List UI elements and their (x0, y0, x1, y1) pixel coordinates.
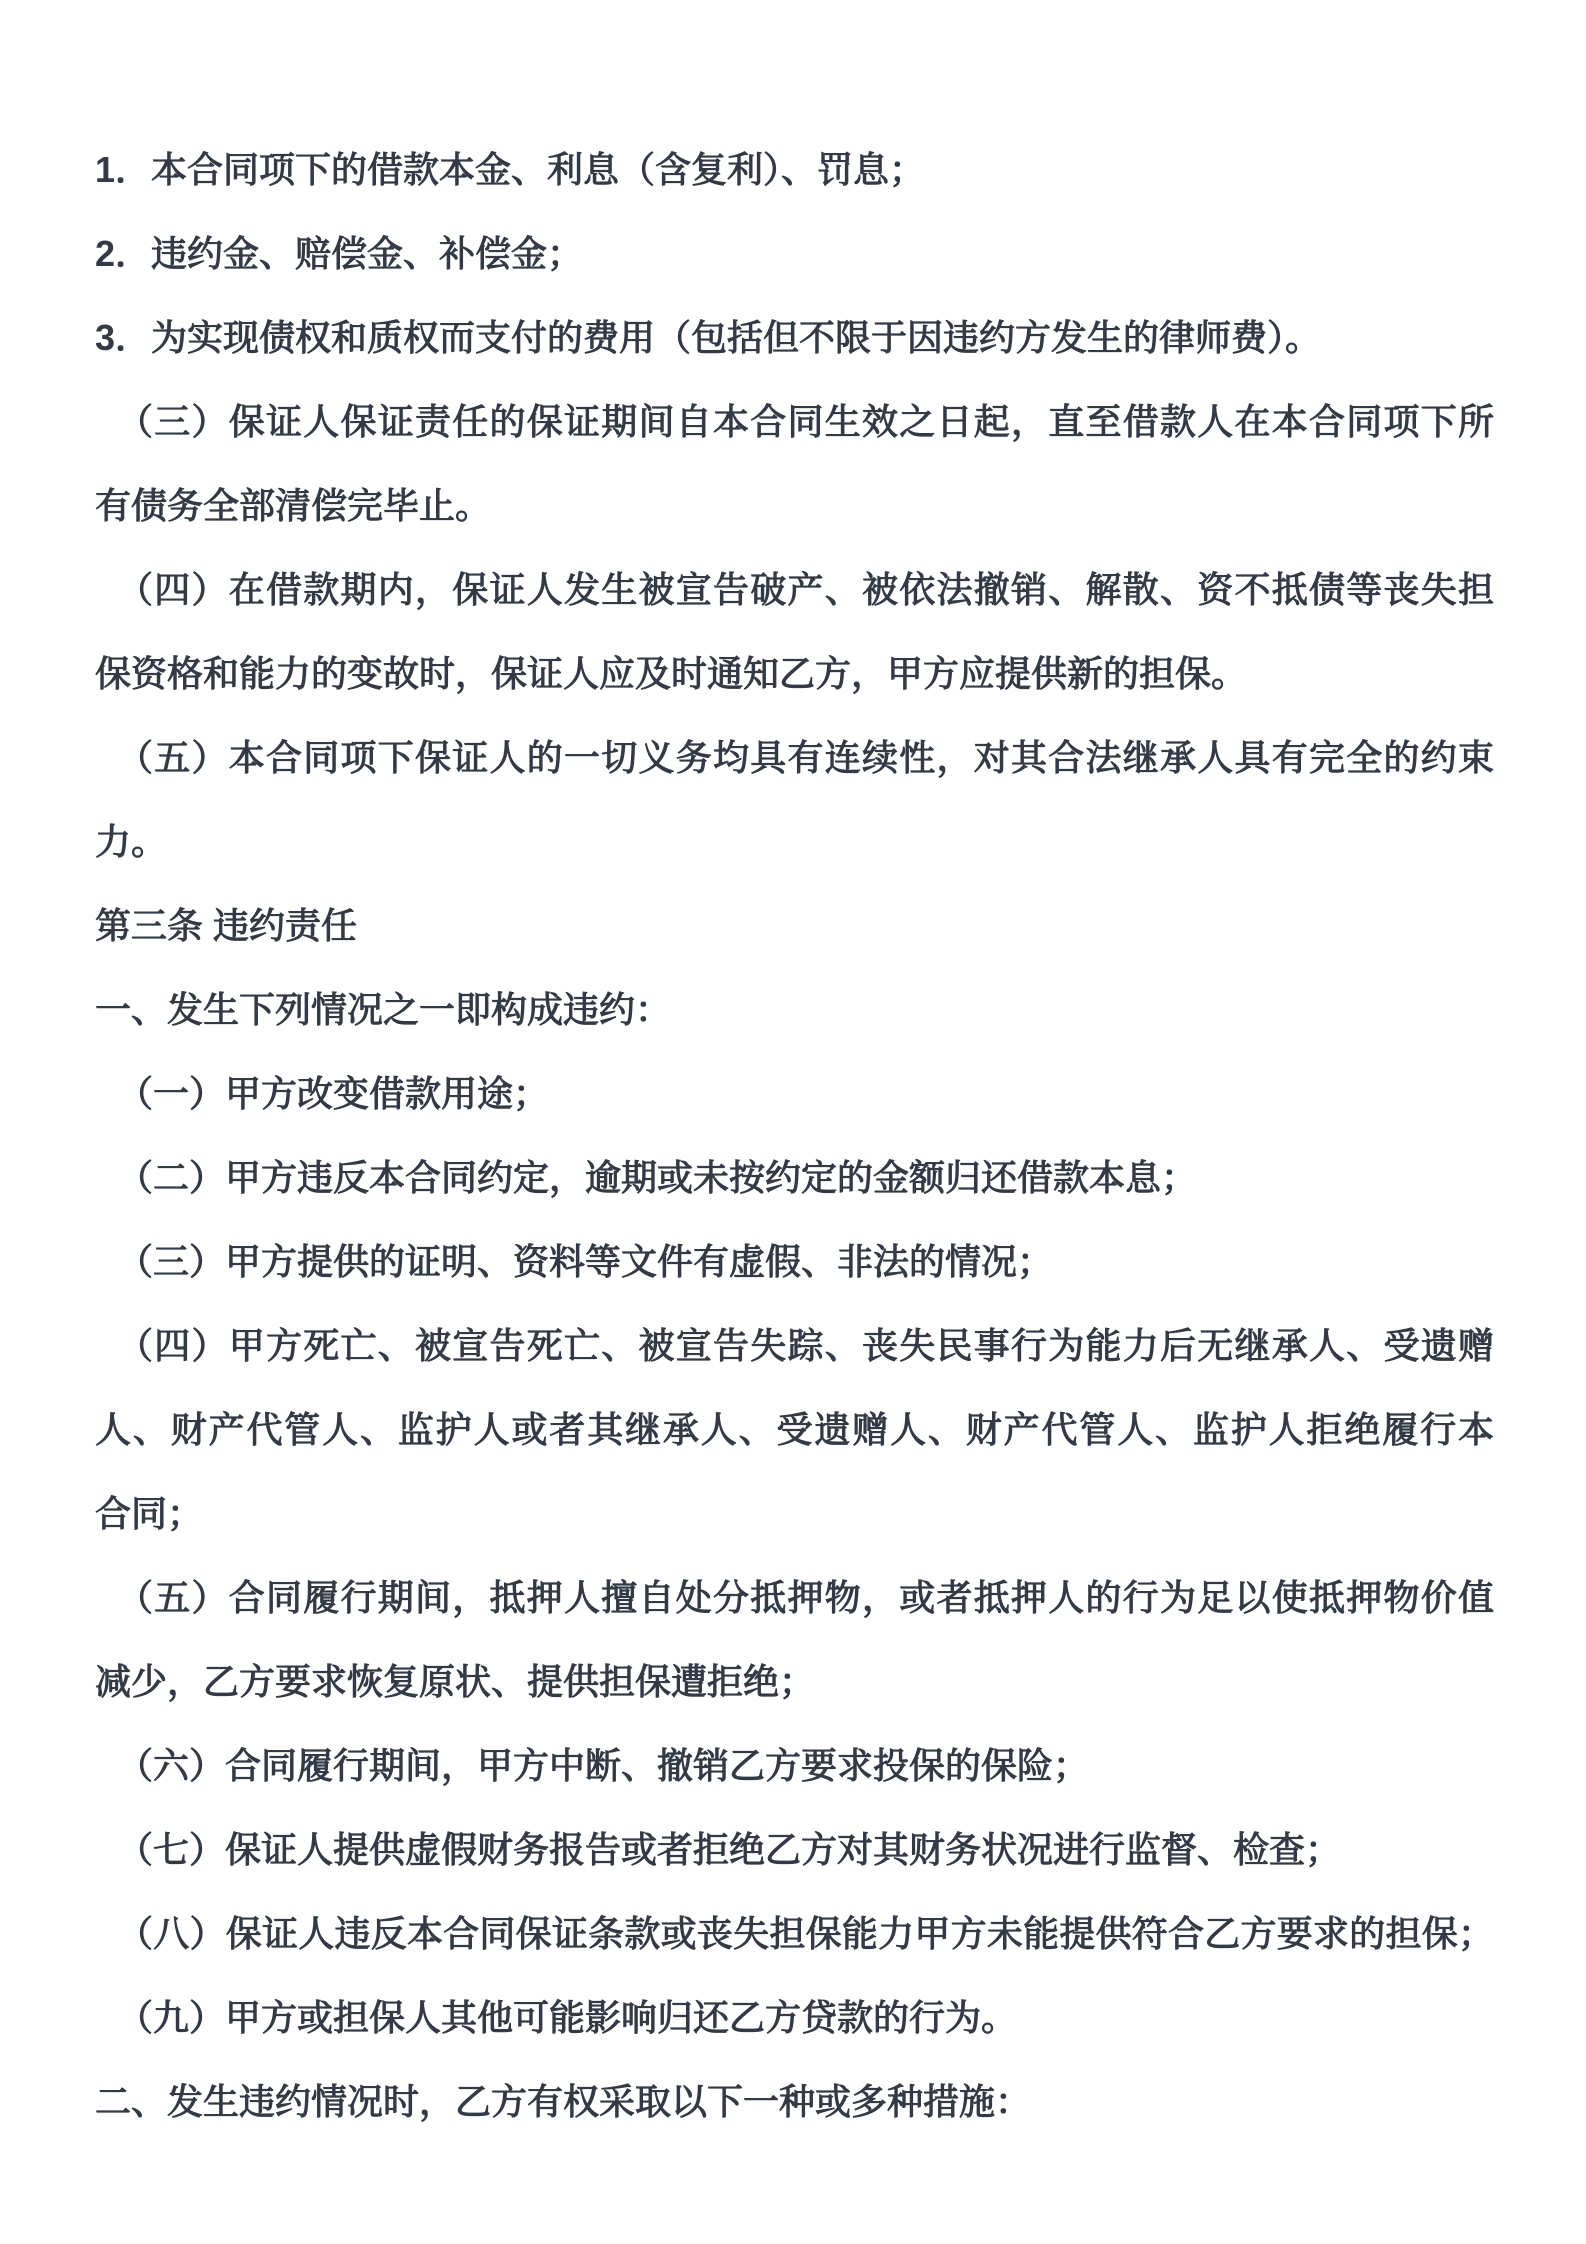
breach-item-3: （三）甲方提供的证明、资料等文件有虚假、非法的情况； (117, 1241, 1054, 1282)
breach-item-5-line-1: （五）合同履行期间，抵押人擅自处分抵押物，或者抵押人的行为足以使抵押物价值 (117, 1577, 1494, 1618)
breach-item-5-line-2: 减少，乙方要求恢复原状、提供担保遭拒绝； (95, 1661, 816, 1702)
clause-item-1: 1．本合同项下的借款本金、利息（含复利）、罚息； (95, 149, 926, 190)
article-3-heading: 第三条 违约责任 (95, 905, 358, 946)
clause-guarantee-5-line-1: （五）本合同项下保证人的一切义务均具有连续性，对其合法继承人具有完全的约束 (117, 737, 1494, 778)
clause-item-3: 3．为实现债权和质权而支付的费用（包括但不限于因违约方发生的律师费）。 (95, 317, 1322, 358)
breach-item-7: （七）保证人提供虚假财务报告或者拒绝乙方对其财务状况进行监督、检查； (117, 1829, 1342, 1870)
breach-item-4-line-2: 人、财产代管人、监护人或者其继承人、受遗赠人、财产代管人、监护人拒绝履行本 (95, 1409, 1494, 1450)
breach-item-2: （二）甲方违反本合同约定，逾期或未按约定的金额归还借款本息； (117, 1157, 1198, 1198)
clause-guarantee-5-line-2: 力。 (95, 821, 168, 862)
clause-guarantee-4-line-2: 保资格和能力的变故时，保证人应及时通知乙方，甲方应提供新的担保。 (95, 653, 1248, 694)
breach-item-9: （九）甲方或担保人其他可能影响归还乙方贷款的行为。 (117, 1997, 1018, 2038)
breach-section-2-intro: 二、发生违约情况时，乙方有权采取以下一种或多种措施： (95, 2081, 1032, 2122)
clause-guarantee-3-line-1: （三）保证人保证责任的保证期间自本合同生效之日起，直至借款人在本合同项下所 (117, 401, 1494, 442)
breach-item-6: （六）合同履行期间，甲方中断、撤销乙方要求投保的保险； (117, 1745, 1090, 1786)
breach-item-1: （一）甲方改变借款用途； (117, 1073, 550, 1114)
breach-item-4-line-1: （四）甲方死亡、被宣告死亡、被宣告失踪、丧失民事行为能力后无继承人、受遗赠 (117, 1325, 1494, 1366)
breach-item-4-line-3: 合同； (95, 1493, 204, 1534)
clause-guarantee-3-line-2: 有债务全部清偿完毕止。 (95, 485, 492, 526)
breach-item-8: （八）保证人违反本合同保证条款或丧失担保能力甲方未能提供符合乙方要求的担保； (117, 1913, 1494, 1954)
clause-item-2: 2．违约金、赔偿金、补偿金； (95, 233, 584, 274)
breach-section-1-intro: 一、发生下列情况之一即构成违约： (95, 989, 672, 1030)
clause-guarantee-4-line-1: （四）在借款期内，保证人发生被宣告破产、被依法撤销、解散、资不抵债等丧失担 (117, 569, 1494, 610)
